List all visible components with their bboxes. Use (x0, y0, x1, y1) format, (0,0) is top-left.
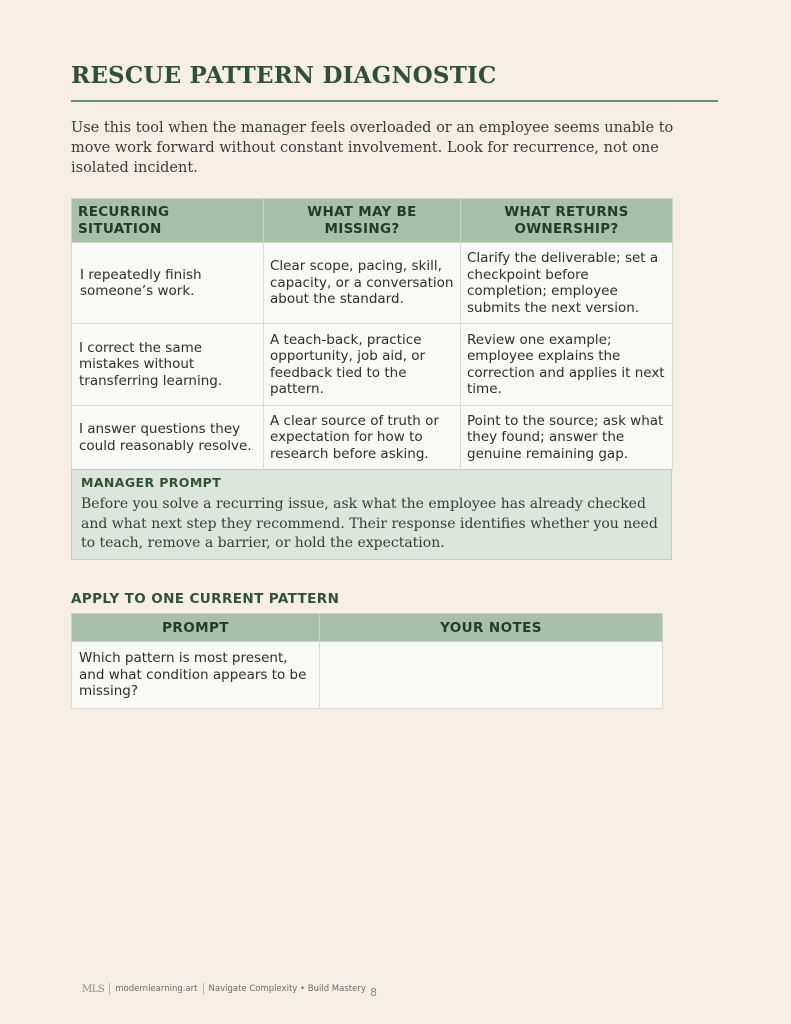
table-row (72, 406, 673, 470)
title-divider (71, 100, 718, 102)
mls-logo: MLS (82, 983, 105, 995)
page-title: RESCUE PATTERN DIAGNOSTIC (71, 62, 497, 89)
ownership-cell: Review one example; employee explains the correction and applies it next time. (461, 324, 673, 406)
situation-cell: I repeatedly finish someone’s work. (72, 243, 264, 324)
missing-cell: A teach-back, practice opportunity, job aid, or feedback tied to the pattern. (264, 324, 461, 406)
footer-divider (109, 983, 110, 995)
page-number: 8 (370, 986, 377, 999)
situation-cell: I answer questions they could reasonably resolve. (72, 406, 264, 470)
manager-prompt-label: MANAGER PROMPT (81, 475, 222, 490)
footer (82, 982, 366, 996)
column-header-recurring-situation: RECURRING SITUATION (72, 199, 264, 243)
diagnostic-header-row (72, 199, 673, 243)
column-header-what-returns-ownership: WHAT RETURNS OWNERSHIP? (461, 199, 673, 243)
manager-prompt-box (71, 469, 672, 560)
table-row (72, 642, 663, 709)
ownership-cell: Point to the source; ask what they found; answer the genuine remaining gap. (461, 406, 673, 470)
column-header-prompt: PROMPT (72, 614, 320, 642)
footer-divider (203, 983, 204, 995)
table-row (72, 324, 673, 406)
situation-cell: I correct the same mistakes without transferring learning. (72, 324, 264, 406)
footer-tagline: Navigate Complexity • Build Mastery (208, 984, 366, 994)
prompt-cell: Which pattern is most present, and what condition appears to be missing? (72, 642, 320, 709)
diagnostic-table (71, 198, 673, 470)
apply-header-row (72, 614, 663, 642)
missing-cell: Clear scope, pacing, skill, capacity, or a conversation about the standard. (264, 243, 461, 324)
apply-section-heading: APPLY TO ONE CURRENT PATTERN (71, 591, 340, 607)
missing-cell: A clear source of truth or expectation for how to research before asking. (264, 406, 461, 470)
column-header-what-may-be-missing: WHAT MAY BE MISSING? (264, 199, 461, 243)
manager-prompt-text: Before you solve a recurring issue, ask what the employee has already checked and what next step they recommend. Their response identifies whether you need to teach, remove a barrier, or hold the expectation. (81, 496, 658, 551)
apply-table (71, 613, 663, 709)
column-header-your-notes: YOUR NOTES (320, 614, 663, 642)
footer-site: modernlearning.art (115, 984, 198, 994)
table-row (72, 243, 673, 324)
notes-cell[interactable] (320, 642, 663, 709)
intro-paragraph: Use this tool when the manager feels overloaded or an employee seems unable to move work forward without constant involvement. Look for recurrence, not one isolated incident. (71, 120, 674, 176)
ownership-cell: Clarify the deliverable; set a checkpoint before completion; employee submits the next version. (461, 243, 673, 324)
